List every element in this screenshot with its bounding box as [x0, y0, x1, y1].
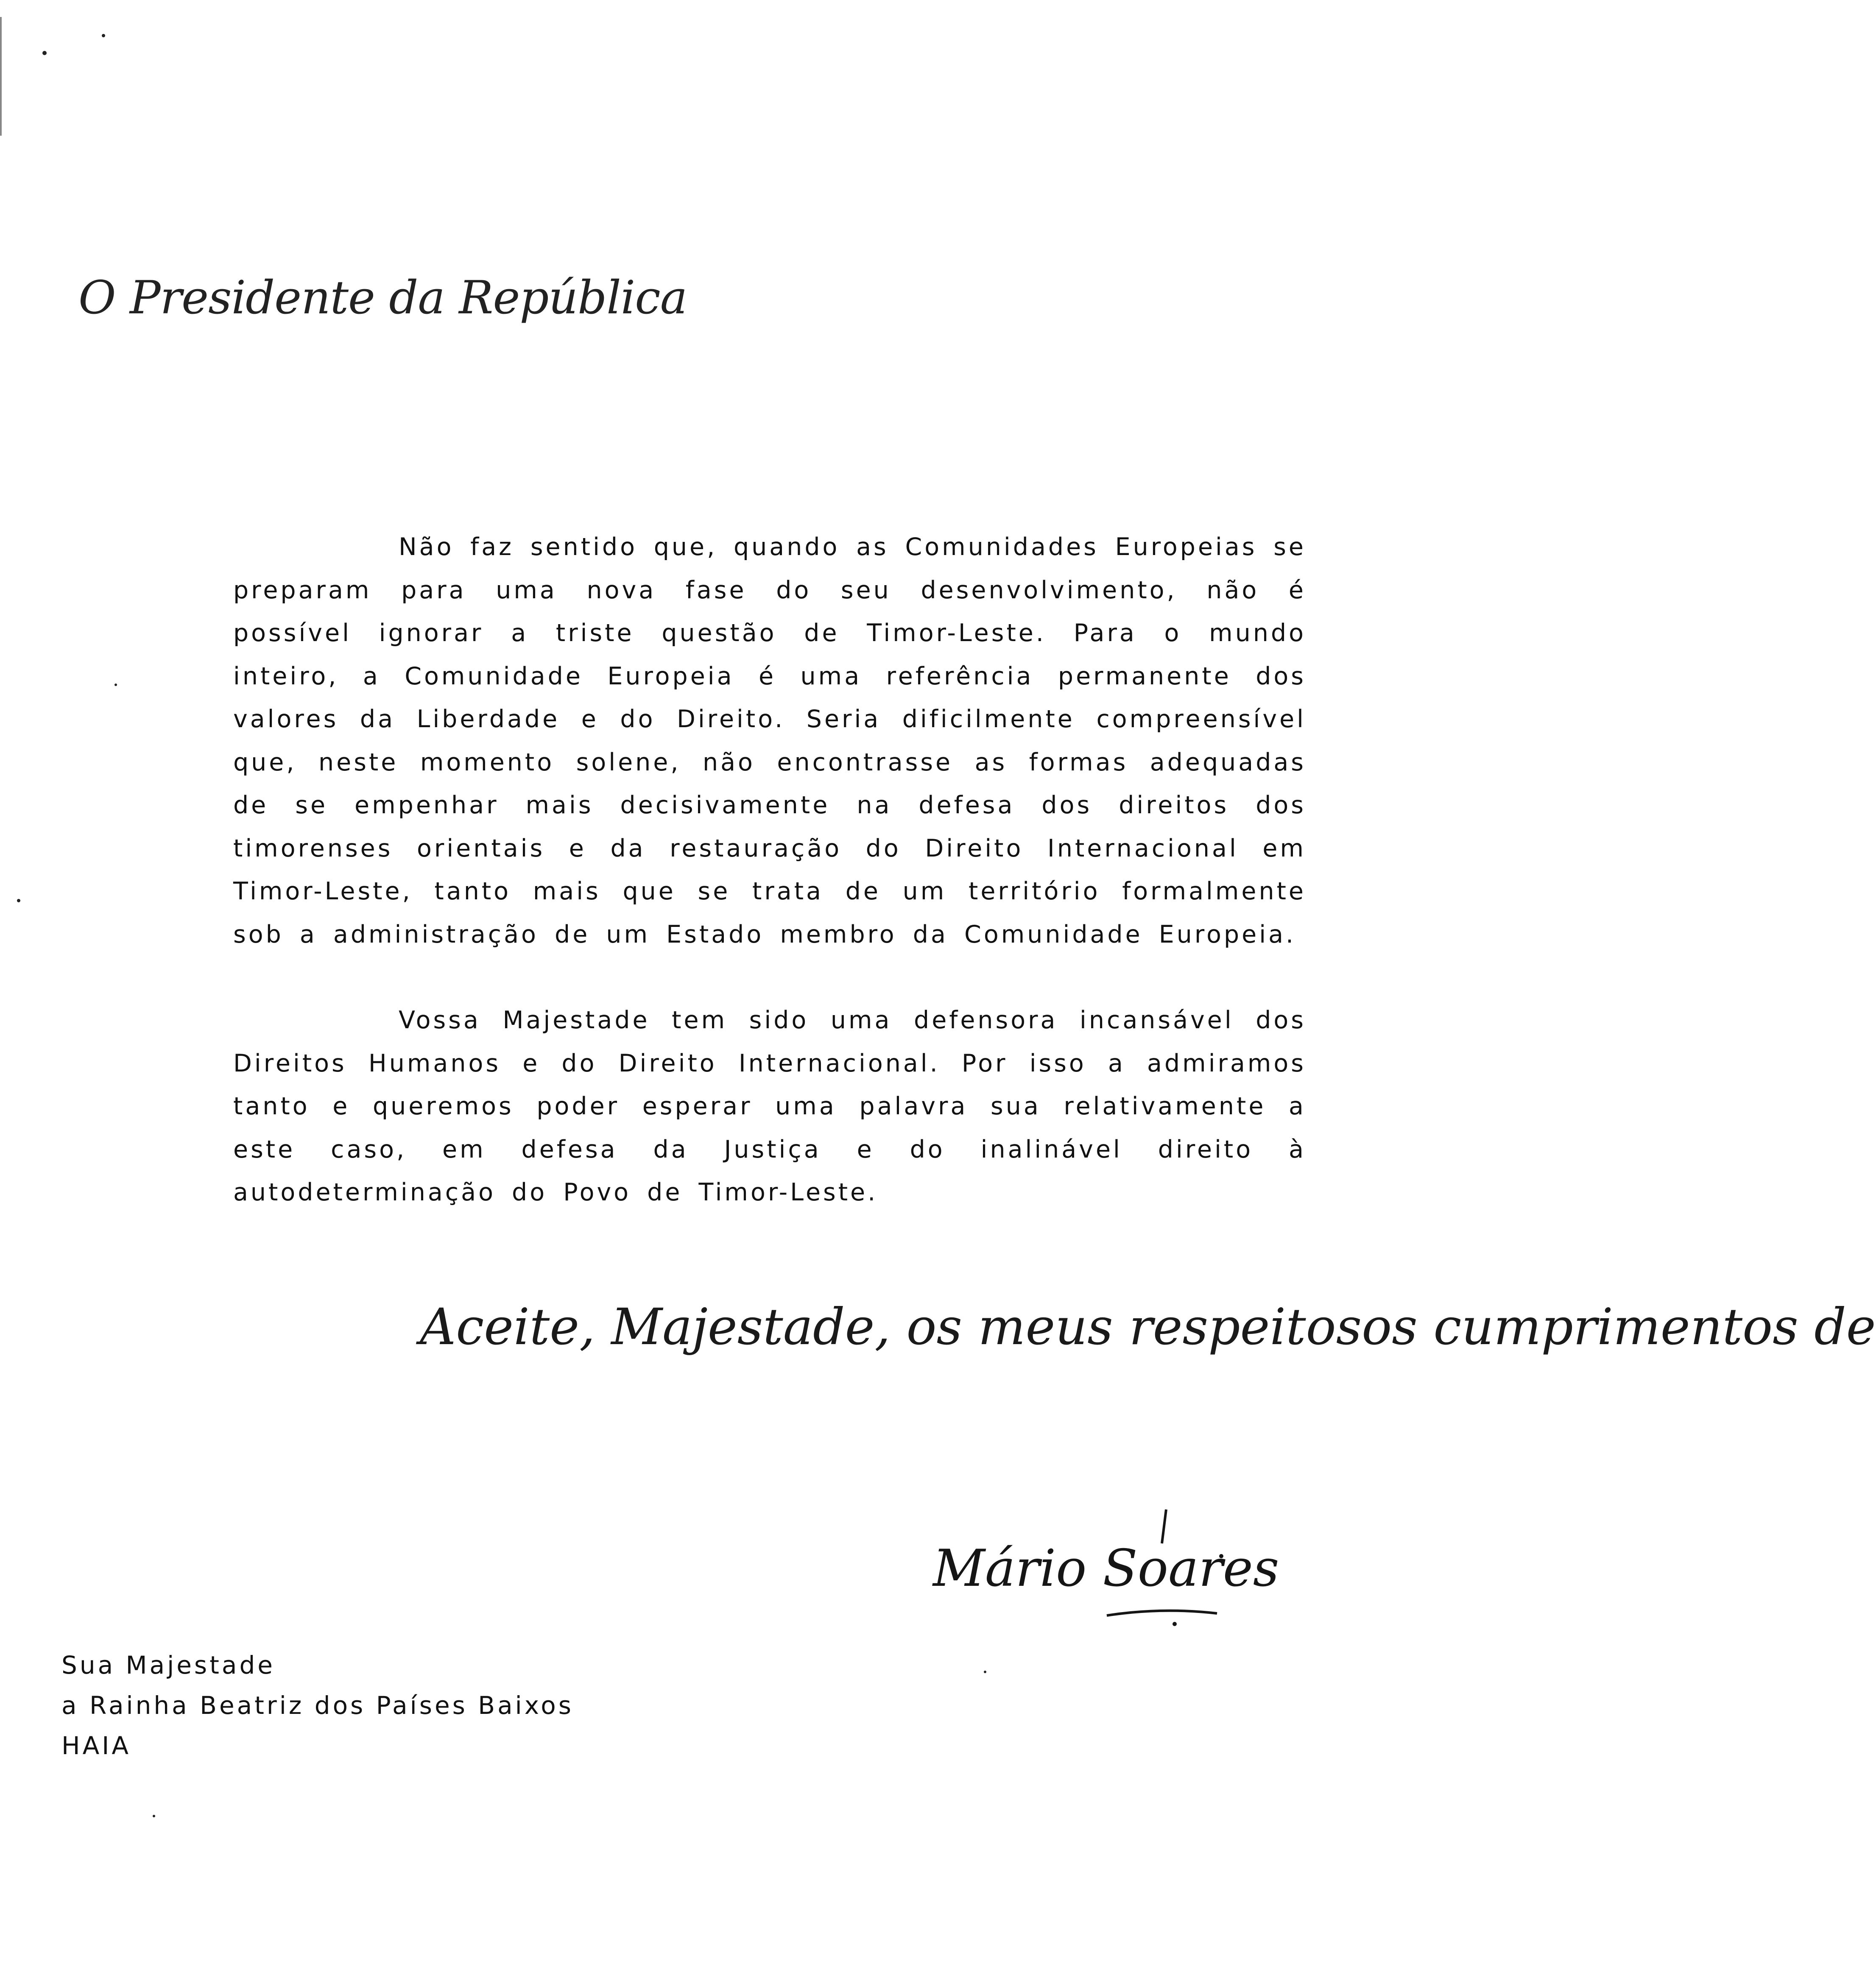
- signature-text: Mário Soares: [933, 1539, 1279, 1598]
- recipient-line-name: a Rainha Beatriz dos Países Baixos: [61, 1691, 574, 1720]
- letter-body: [233, 526, 1306, 1214]
- recipient-address: [61, 1645, 782, 1766]
- scan-speck: [17, 899, 20, 902]
- scan-edge-mark: [0, 17, 2, 136]
- recipient-line-title: Sua Majestade: [61, 1651, 275, 1680]
- scan-speck: [114, 684, 117, 686]
- scan-speck: [153, 1815, 155, 1817]
- recipient-line-city: HAIA: [61, 1731, 131, 1760]
- letterhead: O Presidente da República: [78, 271, 687, 324]
- handwritten-closing-line: Aceite, Majestade, os meus respeitosos cumprimentos de: [420, 1297, 1876, 1356]
- body-paragraph-1: Não faz sentido que, quando as Comunidades Europeias se preparam para uma nova fase do seu desenvolvimento, não é possível ignorar a triste questão de Timor-Leste. Para o mundo inteiro, a Comunidade Europeia é uma referência permanente dos valores da Liberdade e do Direito. Seria dificilmente compreensível que, neste momento solene, não encontrasse as formas adequadas de se empenhar mais decisivamente na defesa dos direitos dos timorenses orientais e da restauração do Direito Internacional em Timor-Leste, tanto mais que se trata de um território formalmente sob a administração de um Estado membro da Comunidade Europeia.: [233, 533, 1306, 949]
- body-paragraph-2: Vossa Majestade tem sido uma defensora incansável dos Direitos Humanos e do Direito Internacional. Por isso a admiramos tanto e queremos poder esperar uma palavra sua relativamente a este caso, em defesa da Justiça e do inalinável direito à autodeterminação do Povo de Timor-Leste.: [233, 1006, 1306, 1206]
- signature: [924, 1493, 1279, 1620]
- scan-speck: [102, 34, 105, 37]
- scan-speck: [42, 51, 47, 55]
- scan-speck: [984, 1671, 986, 1673]
